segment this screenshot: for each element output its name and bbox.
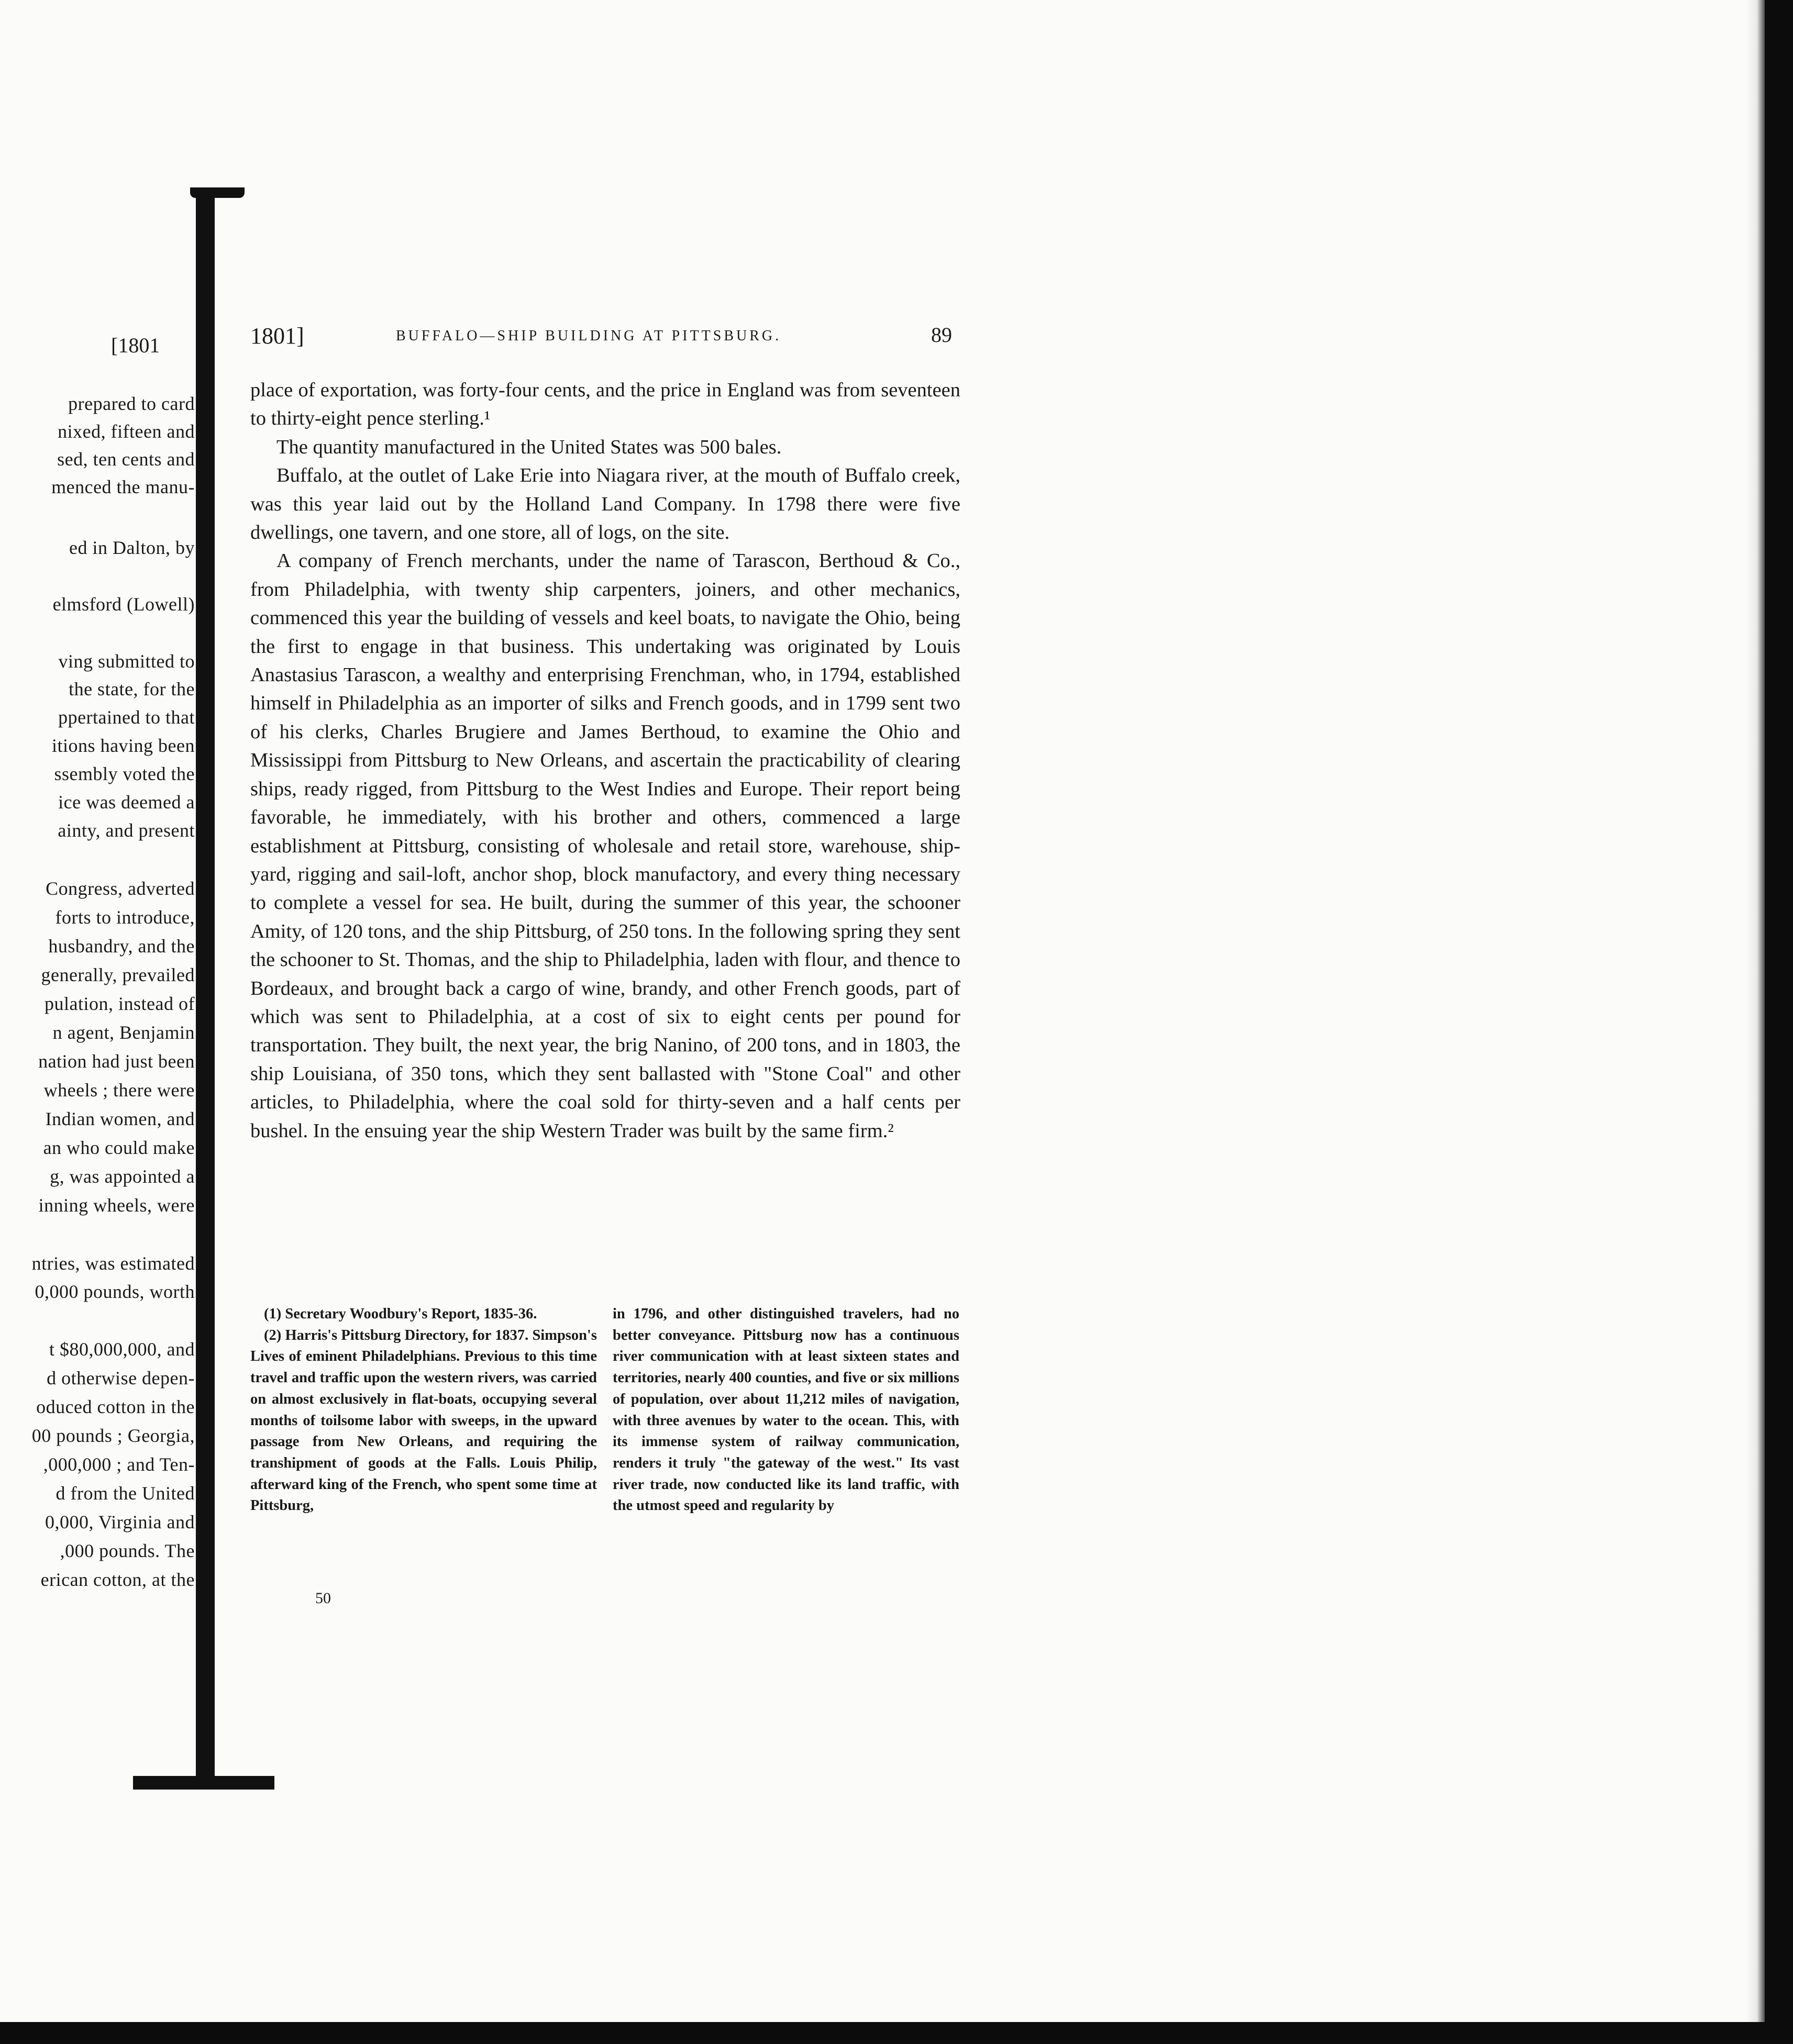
- left-page-header: [1801: [111, 334, 160, 357]
- gutter-rule-foot: [133, 1776, 274, 1790]
- paragraph: Buffalo, at the outlet of Lake Erie into Niagara river, at the mouth of Buffalo creek, was this year laid out by the Holland Land Company. In 1798 there were five dwellings, one tavern, and one store, all of logs, on the site.: [250, 464, 960, 544]
- left-line: ainty, and present: [58, 820, 195, 841]
- main-text: [250, 376, 960, 1145]
- paragraph: A company of French merchants, under the name of Tarascon, Berthoud & Co., from Philadelphia, with twenty ship carpenters, joiners, and other mechanics, commenced this year the building of vessels and keel boats, to navigate the Ohio, being the first to engage in that business. This undertaking was originated by Louis Anastasius Tarascon, a wealthy and enterprising Frenchman, who, in 1794, established himself in Philadelphia as an importer of silks and French goods, and in 1799 sent two of his clerks, Charles Brugiere and James Berthoud, to examine the Ohio and Mississippi from Pittsburg to New Orleans, and ascertain the practicability of clearing ships, ready rigged, from Pittsburg to the West Indies and Europe. Their report being favorable, he immediately, with his brother and others, commenced a large establishment at Pittsburg, consisting of wholesale and retail store, warehouse, ship-yard, rigging and sail-loft, anchor shop, block manufactory, and every thing necessary to complete a vessel for sea. He built, during the summer of this year, the schooner Amity, of 120 tons, and the ship Pittsburg, of 250 tons. In the following spring they sent the schooner to St. Thomas, and the ship to Philadelphia, laden with flour, and thence to Bordeaux, and brought back a cargo of wine, brandy, and other French goods, part of which was sent to Philadelphia, at a cost of six to eight cents per pound for transportation. They built, the next year, the brig Nanino, of 200 tons, and in 1803, the ship Louisiana, of 350 tons, which they sent ballasted with "Stone Coal" and other articles, to Philadelphia, where the coal sold for thirty-seven and a half cents per bushel. In the ensuing year the ship Western Trader was built by the same firm.²: [250, 550, 960, 1142]
- footnote: (1) Secretary Woodbury's Report, 1835-36.: [264, 1306, 537, 1322]
- gutter-rule: [196, 188, 215, 1785]
- left-line: nixed, fifteen and: [58, 421, 195, 442]
- signature-mark: 50: [315, 1590, 331, 1607]
- left-line: forts to introduce,: [55, 907, 195, 928]
- left-line: ice was deemed a: [58, 792, 195, 813]
- left-line: generally, prevailed: [41, 964, 195, 985]
- left-line: g, was appointed a: [50, 1166, 195, 1187]
- left-line: ,000,000 ; and Ten-: [43, 1454, 195, 1475]
- left-line: ed in Dalton, by: [69, 537, 195, 558]
- left-line: 00 pounds ; Georgia,: [31, 1425, 195, 1446]
- left-line: d from the United: [56, 1483, 195, 1504]
- left-line: ssembly voted the: [54, 763, 195, 784]
- left-line: ving submitted to: [58, 651, 195, 672]
- left-line: t $80,000,000, and: [49, 1339, 195, 1360]
- page-header: [250, 323, 952, 352]
- left-line: prepared to card: [68, 393, 195, 414]
- left-line: oduced cotton in the: [36, 1396, 195, 1417]
- footnote: (2) Harris's Pittsburg Directory, for 1837. Simpson's Lives of eminent Philadelphians. Previous to this time travel and traffic upon the western rivers, was carried on almost exclusively in flat-boats, occupying several months of toilsome labor with sweeps, in the upward passage from New Orleans, and requiring the transhipment of goods at the Falls. Louis Philip, afterward king of the French, who spent some time at Pittsburg,: [250, 1327, 597, 1514]
- footnote: in 1796, and other distinguished travelers, had no better conveyance. Pittsburg now has a continuous river communication with at least sixteen states and territories, nearly 400 counties, and five or six millions of population, over about 11,212 miles of navigation, with three avenues by water to the ocean. This, with its immense system of railway communication, renders it truly "the gateway of the west." Its vast river trade, now conducted like its land traffic, with the utmost speed and regularity by: [613, 1306, 959, 1514]
- running-title: BUFFALO—SHIP BUILDING AT PITTSBURG.: [396, 328, 782, 344]
- left-line: elmsford (Lowell): [52, 594, 195, 615]
- scan-border-bottom: [0, 2022, 1793, 2044]
- scan-border-right: [1765, 0, 1793, 2044]
- left-line: pulation, instead of: [45, 993, 195, 1014]
- left-line: wheels ; there were: [43, 1080, 195, 1101]
- page-number: 89: [931, 323, 952, 347]
- left-line: Indian women, and: [45, 1108, 195, 1129]
- left-line: itions having been: [52, 735, 195, 756]
- paragraph: The quantity manufactured in the United States was 500 bales.: [276, 436, 782, 458]
- footnotes-left-column: [250, 1304, 597, 1517]
- left-line: sed, ten cents and: [57, 449, 195, 470]
- left-line: 0,000 pounds, worth: [35, 1281, 195, 1302]
- left-line: Congress, adverted: [46, 878, 195, 899]
- left-line: inning wheels, were: [38, 1195, 195, 1216]
- paragraph: place of exportation, was forty-four cents, and the price in England was from seventeen to thirty-eight pence sterling.¹: [250, 379, 960, 430]
- running-year: 1801]: [250, 323, 304, 349]
- left-line: menced the manu-: [51, 476, 195, 497]
- left-page-fragment: [0, 0, 195, 2044]
- left-line: the state, for the: [69, 679, 195, 699]
- left-line: ntries, was estimated: [31, 1253, 195, 1274]
- left-line: nation had just been: [38, 1051, 195, 1072]
- footnotes-right-column: [613, 1304, 959, 1517]
- left-line: 0,000, Virginia and: [45, 1512, 195, 1532]
- left-line: d otherwise depen-: [47, 1368, 195, 1388]
- left-line: n agent, Benjamin: [52, 1022, 195, 1043]
- left-line: an who could make: [43, 1137, 195, 1158]
- left-line: ,000 pounds. The: [60, 1540, 195, 1561]
- left-line: erican cotton, at the: [40, 1569, 195, 1590]
- left-line: husbandry, and the: [48, 936, 195, 957]
- left-line: ppertained to that: [58, 707, 195, 728]
- page-edge-shadow: [1746, 0, 1767, 2022]
